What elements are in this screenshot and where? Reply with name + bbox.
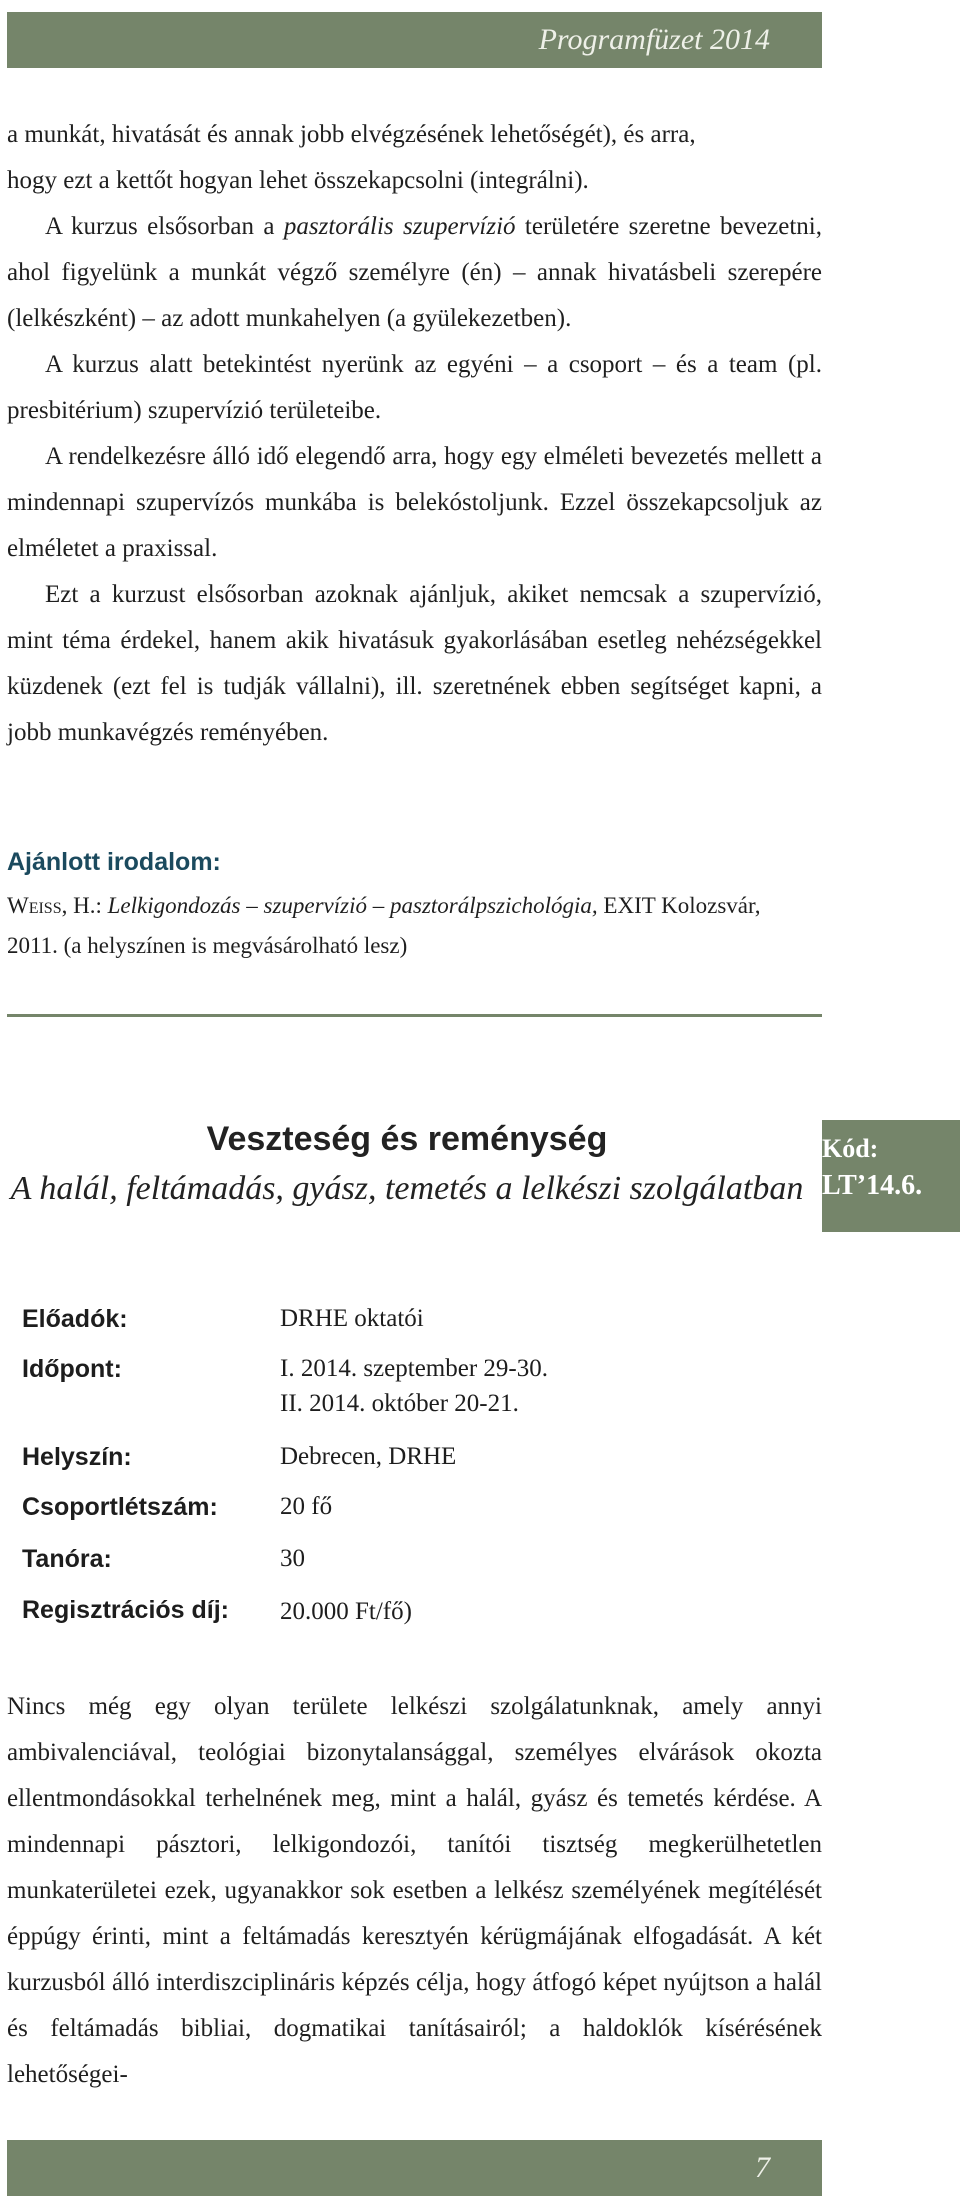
paragraph-2-end: területére szeretne bevezetni, ahol figyelünk a munkát végző személyre (én) – annak hivatásbeli szerepére (lelkészként) – az adott munkahelyen (a gyülekezetben).	[7, 213, 822, 332]
reference-publisher: EXIT Kolozsvár,	[597, 893, 761, 918]
fee-value: 20.000 Ft/fő)	[280, 1598, 412, 1625]
paragraph-4: A rendelkezésre álló idő elegendő arra, hogy egy elméleti bevezetés mellett a mindennapi szupervízós munkába is belekóstoljunk. Ezzel összekapcsoljuk az elméletet a praxissal.	[7, 443, 822, 562]
paragraph-5: Ezt a kurzust elsősorban azoknak ajánljuk, akiket nemcsak a szupervízió, mint téma érdekel, hanem akik hivatásuk gyakorlásában esetleg nehézségekkel küzdenek (ezt fel is tudják vállalni), ill. szeretnének ebben segítséget kapni, a jobb munkavégzés reményében.	[7, 581, 822, 746]
references-heading: Ajánlott irodalom:	[7, 848, 221, 876]
footer-band	[7, 2140, 822, 2196]
time-value-2: II. 2014. október 20-21.	[280, 1390, 519, 1417]
page-number: 7	[755, 2151, 770, 2184]
paragraph-1-line-1: a munkát, hivatását és annak jobb elvégzésének lehetőségét), és arra,	[7, 121, 696, 148]
reference-author: Weiß, H.	[7, 893, 96, 918]
reference-sep: :	[95, 893, 108, 918]
paragraph-2-start: A kurzus elsősorban a	[45, 213, 284, 240]
course-code-value: LT’14.6.	[822, 1170, 923, 1201]
reference-entry	[7, 886, 822, 926]
presenters-value: DRHE oktatói	[280, 1305, 424, 1332]
course-code-label: Kód:	[822, 1134, 879, 1163]
time-label: Időpont:	[22, 1355, 122, 1383]
hours-label: Tanóra:	[22, 1545, 112, 1573]
hours-value: 30	[280, 1545, 305, 1572]
reference-title: Lelkigondozás – szupervízió – pasztorálpszichológia,	[107, 893, 598, 918]
course-title: Veszteség és reménység	[206, 1120, 608, 1158]
course-code-box	[822, 1120, 960, 1232]
presenters-label: Előadók:	[22, 1305, 128, 1333]
location-value: Debrecen, DRHE	[280, 1443, 457, 1470]
group-size-value: 20 fő	[280, 1493, 333, 1520]
header-band	[7, 12, 822, 68]
section-divider	[7, 1014, 822, 1017]
paragraph-1-line-2: hogy ezt a kettőt hogyan lehet összekapcsolni (integrálni).	[7, 167, 589, 194]
paragraph-2	[7, 204, 822, 342]
course-subtitle: A halál, feltámadás, gyász, temetés a lelkészi szolgálatban	[10, 1170, 804, 1207]
fee-label: Regisztrációs díj:	[22, 1596, 229, 1624]
course-description: Nincs még egy olyan területe lelkészi szolgálatunknak, amely annyi ambivalenciával, teológiai bizonytalansággal, személyes elvárások okozta ellentmondásokkal terhelnének meg, mint a halál, gyász és temetés kérdése. A mindennapi pásztori, lelkigondozói, tanítói tisztség megkerülhetetlen munkaterületei ezek, ugyanakkor sok esetben a lelkész személyének megítélését éppúgy érinti, mint a feltámadás keresztyén kérügmájának elfogadását. A két kurzusból álló interdiszciplináris képzés célja, hogy átfogó képet nyújtson a halál és feltámadás bibliai, dogmatikai tanításairól; a haldoklók kísérésének lehetőségei-	[7, 1693, 822, 2088]
paragraph-3: A kurzus alatt betekintést nyerünk az egyéni – a csoport – és a team (pl. presbitérium) szupervízió területeibe.	[7, 351, 822, 424]
time-value-1: I. 2014. szeptember 29-30.	[280, 1355, 548, 1382]
reference-entry-line-2: 2011. (a helyszínen is megvásárolható lesz)	[7, 933, 408, 958]
location-label: Helyszín:	[22, 1443, 132, 1471]
paragraph-2-emphasis: pasztorális szupervízió	[283, 213, 516, 240]
header-title: Programfüzet 2014	[538, 23, 770, 56]
group-size-label: Csoportlétszám:	[22, 1493, 218, 1521]
